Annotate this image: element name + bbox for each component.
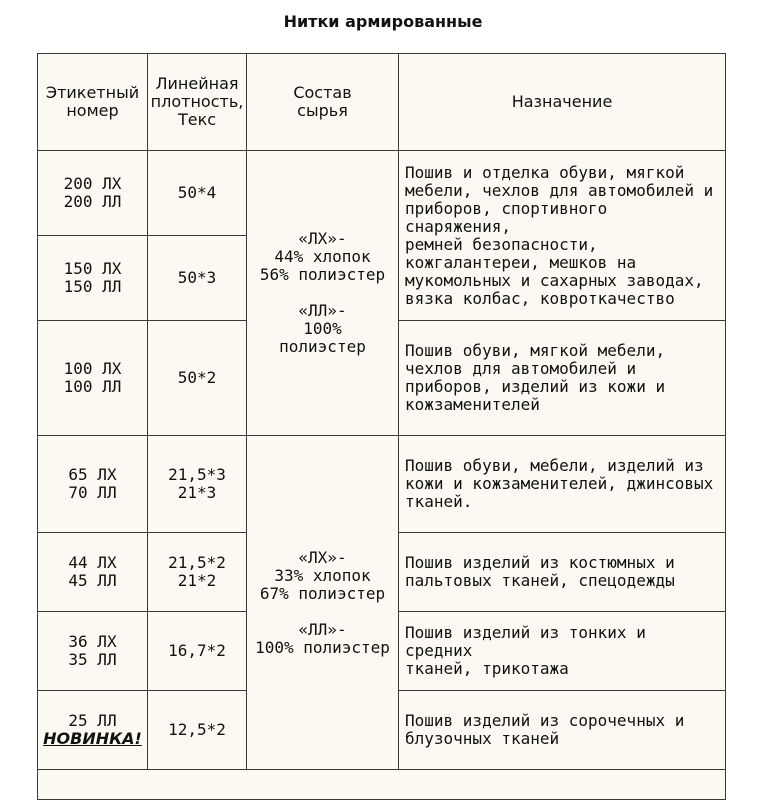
label-cell: 36 ЛХ 35 ЛЛ [38,612,148,691]
density-cell: 16,7*2 [148,612,247,691]
density-cell: 50*2 [148,321,247,436]
label-cell: 150 ЛХ 150 ЛЛ [38,236,148,321]
threads-table [37,53,726,800]
purpose-cell: Пошив изделий из костюмных и пальтовых тканей, спецодежды [399,533,726,612]
table-row [38,151,726,236]
label-cell: 100 ЛХ 100 ЛЛ [38,321,148,436]
purpose-cell: Пошив изделий из тонких и средних тканей, трикотажа [399,612,726,691]
partial-cell [38,770,726,800]
header-row [38,54,726,151]
purpose-cell: Пошив обуви, мягкой мебели, чехлов для автомобилей и приборов, изделий из кожи и кожзаменителей [399,321,726,436]
page-title: Нитки армированные [283,12,483,31]
density-cell: 50*4 [148,151,247,236]
table-row [38,436,726,533]
header-label-number: Этикетный номер [38,54,148,151]
density-cell: 21,5*3 21*3 [148,436,247,533]
density-cell: 21,5*2 21*2 [148,533,247,612]
purpose-cell: Пошив изделий из сорочечных и блузочных тканей [399,691,726,770]
purpose-cell: Пошив и отделка обуви, мягкой мебели, чехлов для автомобилей и приборов, спортивного снаряжения, ремней безопасности, кожгалантереи, мешков на мукомольных и сахарных заводах, вязка колбас, ковроткачество [399,151,726,321]
table-row-partial [38,770,726,800]
new-badge: НОВИНКА! [43,729,142,748]
composition-cell: «ЛХ»- 44% хлопок 56% полиэстер «ЛЛ»- 100% полиэстер [247,151,399,436]
density-cell: 50*3 [148,236,247,321]
density-cell: 12,5*2 [148,691,247,770]
header-composition: Состав сырья [247,54,399,151]
label-cell: 65 ЛХ 70 ЛЛ [38,436,148,533]
label-cell: 200 ЛХ 200 ЛЛ [38,151,148,236]
label-cell: 25 ЛЛ НОВИНКА! [38,691,148,770]
label-cell: 44 ЛХ 45 ЛЛ [38,533,148,612]
purpose-cell: Пошив обуви, мебели, изделий из кожи и кожзаменителей, джинсовых тканей. [399,436,726,533]
header-purpose: Назначение [399,54,726,151]
header-density: Линейная плотность, Текс [148,54,247,151]
composition-cell: «ЛХ»- 33% хлопок 67% полиэстер «ЛЛ»- 100% полиэстер [247,436,399,770]
